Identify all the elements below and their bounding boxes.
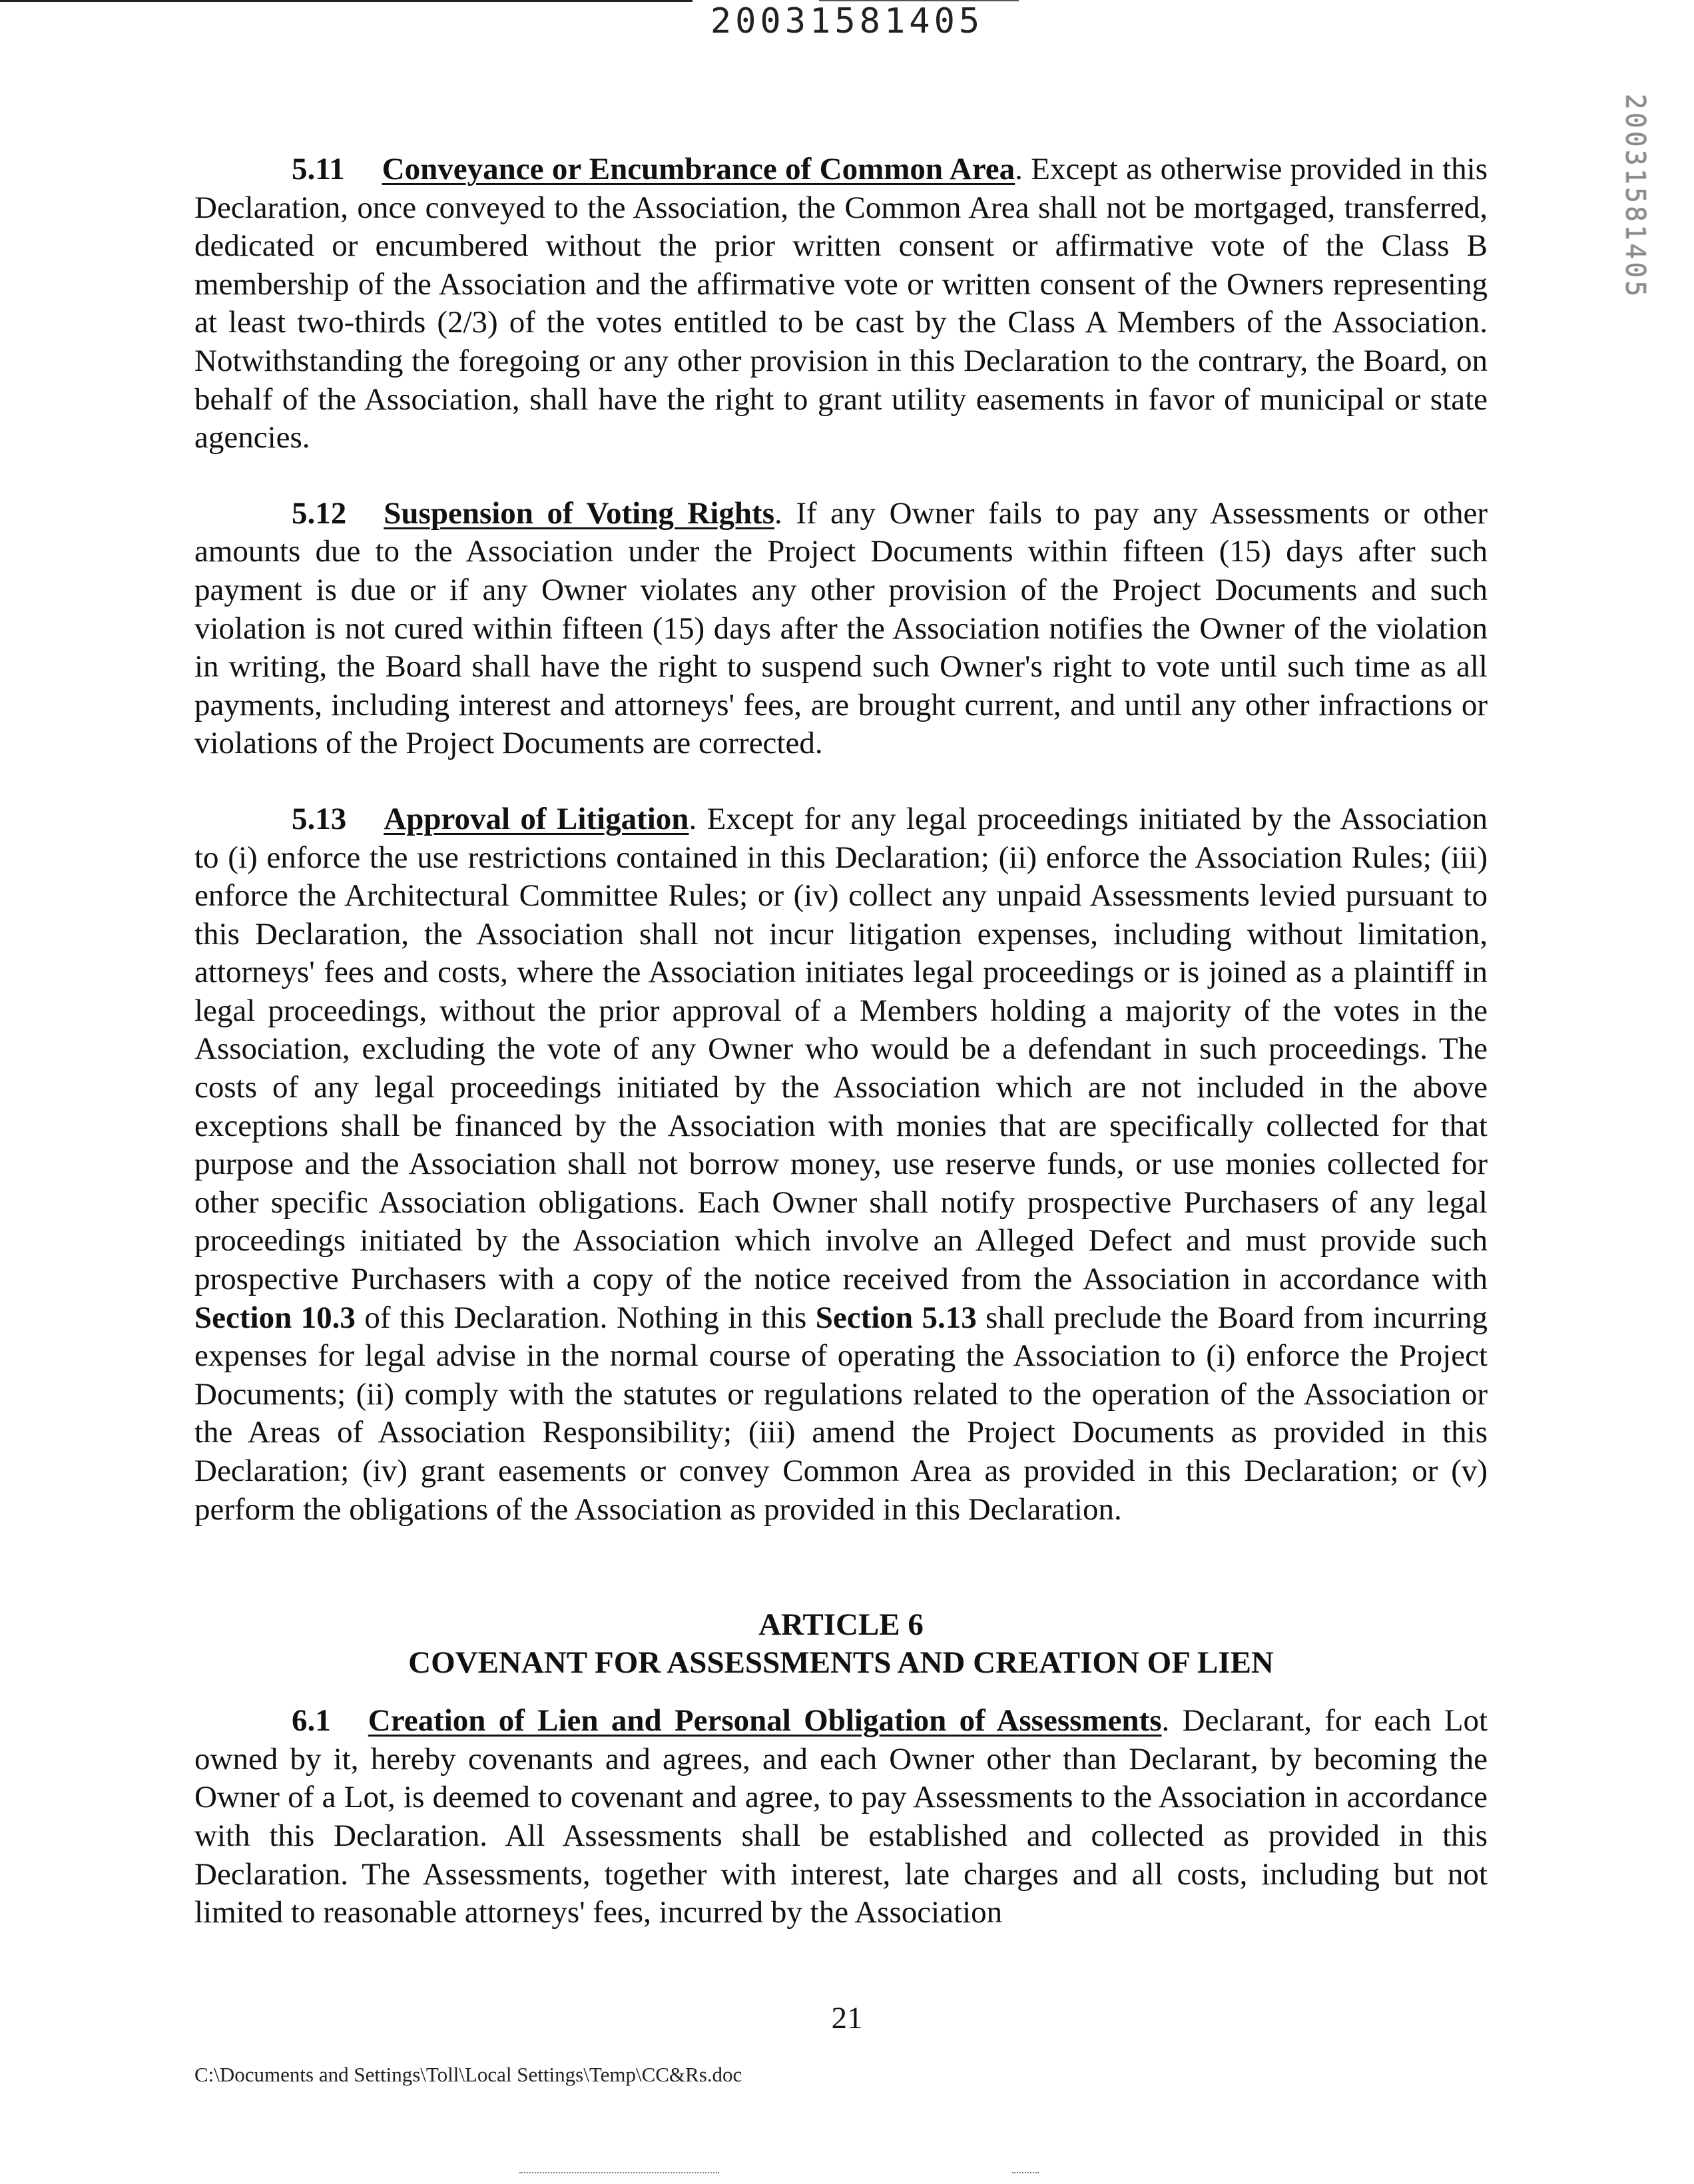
section-text: Declarant, for each Lot owned by it, hereby covenants and agrees, and each Owner other than Declarant, by becoming the Owner of a Lot, is deemed to covenant and agree, to pay Assessments to the Association in accordance with this Declaration. All Assessments shall be established and collected as provided in this Declaration. The Assessments, together with interest, late charges and all costs, including but not limited to reasonable attorneys' fees, incurred by the Association — [194, 1703, 1488, 1930]
article-number: ARTICLE 6 — [758, 1607, 924, 1643]
article-heading-block — [194, 1606, 1488, 1682]
section-reference-10-3: Section 10.3 — [194, 1300, 356, 1335]
section-5-12: 5.12 Suspension of Voting Rights. If any Owner fails to pay any Assessments or other amounts due to the Association under the Project Documents within fifteen (15) days after such payment is due or if any Owner violates any other provision of the Project Documents and such violation is not cured within fifteen (15) days after the Association notifies the Owner of the violation in writing, the Board shall have the right to suspend such Owner's right to vote until such time as all payments, including interest and attorneys' fees, are brought current, and until any other infractions or violations of the Project Documents are corrected. — [194, 495, 1488, 761]
file-path-footer: C:\Documents and Settings\Toll\Local Settings\Temp\CC&Rs.doc — [194, 2063, 742, 2086]
side-stamp — [1615, 87, 1655, 306]
section-reference-5-13: Section 5.13 — [815, 1300, 977, 1335]
section-title: Suspension of Voting Rights — [384, 495, 774, 531]
section-text: Except as otherwise provided in this Declaration, once conveyed to the Association, the Common Area shall not be mortgaged, transferred, dedicated or encumbered without the prior written consent or affirmative vote of the Class B membership of the Association and the affirmative vote or written consent of the Owners representing at least two-thirds (2/3) of the votes entitled to be cast by the Class A Members of the Association. Notwithstanding the foregoing or any other provision in this Declaration to the contrary, the Board, on behalf of the Association, shall have the right to grant utility easements in favor of municipal or state agencies. — [194, 152, 1488, 455]
section-5-11: 5.11 Conveyance or Encumbrance of Common Area. Except as otherwise provided in this Declaration, once conveyed to the Association, the Common Area shall not be mortgaged, transferred, dedicated or encumbered without the prior written consent or affirmative vote of the Class B membership of the Association and the affirmative vote or written consent of the Owners representing at least two-thirds (2/3) of the votes entitled to be cast by the Class A Members of the Association. Notwithstanding the foregoing or any other provision in this Declaration to the contrary, the Board, on behalf of the Association, shall have the right to grant utility easements in favor of municipal or state agencies. — [194, 152, 1488, 455]
section-title: Conveyance or Encumbrance of Common Area — [382, 152, 1015, 186]
section-number: 6.1 — [292, 1703, 331, 1739]
section-title: Approval of Litigation — [384, 801, 689, 836]
page-number: 21 — [831, 2001, 863, 2036]
section-5-13: 5.13 Approval of Litigation. Except for any legal proceedings initiated by the Association to (i) enforce the use restrictions contained in this Declaration; (ii) enforce the Association Rules; (iii) enforce the Architectural Committee Rules; or (iv) collect any unpaid Assessments levied pursuant to this Declaration, the Association shall not incur litigation expenses, including without limitation, attorneys' fees and costs, where the Association initiates legal proceedings or is joined as a plaintiff in legal proceedings, without the prior approval of a Members holding a majority of the votes in the Association, excluding the vote of any Owner who would be a defendant in such proceedings. The costs of any legal proceedings initiated by the Association which are not included in the above exceptions shall be financed by the Association with monies that are specifically collected for that purpose and the Association shall not borrow money, use reserve funds, or use monies collected for other specific Association obligations. Each Owner shall notify prospective Purchasers of any legal proceedings initiated by the Association which involve an Alleged Defect and must provide such prospective Purchasers with a copy of the notice received from the Association in accordance with Section 10.3 of this Declaration. Nothing in this Section 5.13 shall preclude the Board from incurring expenses for legal advise in the normal course of operating the Association to (i) enforce the Project Documents; (ii) comply with the statutes or regulations related to the operation of the Association or the Areas of Association Responsibility; (iii) amend the Project Documents as provided in this Declaration; (iv) grant easements or convey Common Area as provided in this Declaration; or (v) perform the obligations of the Association as provided in this Declaration. — [194, 801, 1488, 1527]
document-id-header: 20031581405 — [710, 1, 984, 41]
section-text-part-a: Except for any legal proceedings initiated by the Association to (i) enforce the use restrictions contained in this Declaration; (ii) enforce the Association Rules; (iii) enforce the Architectural Committee Rules; or (iv) collect any unpaid Assessments levied pursuant to this Declaration, the Association shall not incur litigation expenses, including without limitation, attorneys' fees and costs, where the Association initiates legal proceedings or is joined as a plaintiff in legal proceedings, without the prior approval of a Members holding a majority of the votes in the Association, excluding the vote of any Owner who would be a defendant in such proceedings. The costs of any legal proceedings initiated by the Association which are not included in the above exceptions shall be financed by the Association with monies that are specifically collected for that purpose and the Association shall not borrow money, use reserve funds, or use monies collected for other specific Association obligations. Each Owner shall notify prospective Purchasers of any legal proceedings initiated by the Association which involve an Alleged Defect and must provide such prospective Purchasers with a copy of the notice received from the Association in accordance with — [194, 801, 1488, 1297]
bottom-edge-mark — [1012, 2172, 1039, 2173]
section-text: If any Owner fails to pay any Assessments or other amounts due to the Association under the Project Documents within fifteen (15) days after such payment is due or if any Owner violates any other provision of the Project Documents and such violation is not cured within fifteen (15) days after the Association notifies the Owner of the violation in writing, the Board shall have the right to suspend such Owner's right to vote until such time as all payments, including interest and attorneys' fees, are brought current, and until any other infractions or violations of the Project Documents are corrected. — [194, 495, 1488, 761]
section-number: 5.13 — [292, 801, 347, 836]
section-text-part-c: shall preclude the Board from incurring expenses for legal advise in the normal course of operating the Association to (i) enforce the Project Documents; (ii) comply with the statutes or regulations related to the operation of the Association or the Areas of Association Responsibility; (iii) amend the Project Documents as provided in this Declaration; (iv) grant easements or convey Common Area as provided in this Declaration; or (v) perform the obligations of the Association as provided in this Declaration. — [194, 1300, 1488, 1527]
document-body — [194, 150, 1488, 1932]
section-text-part-b: of this Declaration. Nothing in this — [364, 1300, 807, 1335]
side-stamp-text: 20031581405 — [1619, 93, 1650, 300]
section-title: Creation of Lien and Personal Obligation of Assessments — [368, 1703, 1162, 1739]
section-number: 5.11 — [292, 152, 345, 186]
section-6-1: 6.1 Creation of Lien and Personal Obligation of Assessments. Declarant, for each Lot owned by it, hereby covenants and agrees, and each Owner other than Declarant, by becoming the Owner of a Lot, is deemed to covenant and agree, to pay Assessments to the Association in accordance with this Declaration. All Assessments shall be established and collected as provided in this Declaration. The Assessments, together with interest, late charges and all costs, including but not limited to reasonable attorneys' fees, incurred by the Association — [194, 1703, 1488, 1930]
bottom-edge-mark — [519, 2172, 719, 2173]
section-number: 5.12 — [292, 495, 347, 531]
article-title: COVENANT FOR ASSESSMENTS AND CREATION OF LIEN — [408, 1645, 1274, 1681]
